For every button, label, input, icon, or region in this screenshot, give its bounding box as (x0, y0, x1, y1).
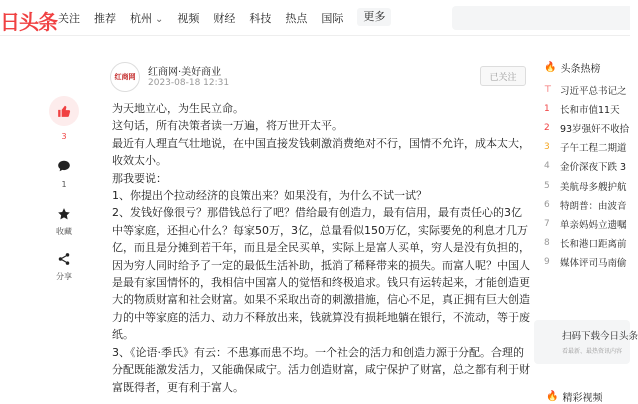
hot-item[interactable] (544, 157, 630, 176)
hot-item-text: 长和港口距离前 (560, 239, 627, 251)
hot-item[interactable] (544, 80, 630, 99)
article-paragraph: 为天地立心，为生民立命。 (112, 102, 244, 115)
nav-follow[interactable]: 关注 (58, 12, 80, 25)
comment-button[interactable] (56, 158, 72, 174)
hot-item-rank: 1 (544, 103, 550, 114)
article-paragraph: 这句话，所有决策者读一万遍，将万世开太平。 (112, 119, 343, 133)
nav-tech[interactable]: 科技 (249, 12, 272, 25)
app-download-promo[interactable] (534, 320, 638, 364)
top-nav-bar (0, 0, 630, 36)
nav-international[interactable]: 国际 (321, 12, 344, 25)
share-button[interactable] (56, 251, 72, 267)
hot-list-panel (544, 58, 630, 272)
hot-item[interactable] (544, 176, 630, 195)
like-button[interactable] (49, 96, 79, 126)
nav-hot[interactable]: 热点 (285, 12, 308, 25)
hot-item-rank: 5 (544, 180, 550, 191)
follow-button[interactable]: 已关注 (480, 66, 526, 86)
hot-item-text: 长和市值11天 (560, 104, 620, 116)
hot-item[interactable] (544, 138, 630, 157)
hot-item[interactable] (544, 118, 630, 137)
article-paragraph: 3、《论语·季氏》有云：不患寡而患不均。一个社会的活力和创造力源于分配。合理的分配既能激发活力，又能确保咸宁。活力创造财富，咸宁保护了财富，总之都有利于财富既得者，更有利于富人。 (112, 345, 530, 394)
hot-item-text: 特朗普：由波音 (560, 200, 627, 212)
article-paragraph: 2、发钱好像很亏？那借钱总行了吧？借给最有创造力，最有信用，最有责任心的3亿中等家庭，还担心什么？每家50万，3亿，总量看似150万亿，实际要免的利息才几万亿，而且是分摊到若干年，而且是全民买单，实际上是富人买单，穷人是没有负担的，因为穷人同时给予了一定的最低生活补助，抵消了稀释带来的损失。而富人呢？中国人是最有家国情怀的，我相信中国富人的觉悟和终极追求。钱只有运转起来，才能创造更大的物质财富和社会财富。如果不采取出奇的刺激措施，信心不足，真正拥有巨大创造力的中等家庭的活力、动力不释放出来，钱就算没有损耗地躺在银行，不流动，等于废纸。 (112, 206, 530, 342)
hot-item-rank: 4 (544, 161, 550, 172)
hot-item-rank: 2 (544, 122, 550, 133)
hot-item-text: 媒体评司马南偷 (560, 258, 627, 270)
hot-item[interactable] (544, 99, 630, 118)
article-paragraph: 1、你提出个拉动经济的良策出来？如果没有，为什么不试一试？ (112, 189, 427, 203)
hot-list-title-text: 头条热榜 (560, 63, 601, 75)
featured-video-title: 精彩视频 (562, 393, 603, 404)
avatar[interactable]: 红商网 (110, 62, 140, 92)
comment-icon (57, 159, 71, 173)
thumbs-up-icon (57, 104, 71, 118)
hot-item-rank: 3 (544, 142, 550, 153)
hot-item-text: 金价深夜下跌 3 (560, 162, 627, 174)
author-name[interactable]: 红商网·美好商业 (148, 67, 222, 78)
hot-item-rank: 6 (544, 199, 550, 210)
nav-finance[interactable]: 财经 (213, 12, 236, 25)
hot-item-text: 习近平总书记之 (560, 85, 627, 97)
comment-count: 1 (61, 180, 67, 189)
search-input[interactable] (452, 6, 630, 30)
article-actions (46, 96, 82, 282)
nav-more-button[interactable]: 更多 (357, 8, 391, 26)
flame-icon: 🔥 (546, 391, 559, 402)
hot-item-text: 93岁强奸不收拾 (560, 123, 630, 135)
share-icon (57, 252, 71, 266)
hot-item-text: 单亲妈妈立遗嘱 (560, 219, 627, 231)
promo-title: 扫码下载今日头条 (562, 331, 638, 342)
toutiao-logo[interactable]: 日头条 (0, 10, 57, 34)
hot-item[interactable] (544, 234, 630, 253)
article-paragraph: 那我要说： (112, 171, 167, 185)
nav-video[interactable]: 视频 (177, 12, 200, 25)
hot-item-rank: 9 (544, 257, 550, 268)
hot-item[interactable] (544, 253, 630, 272)
featured-video-header (546, 389, 602, 404)
hot-item-text: 子午工程二期道 (560, 143, 627, 155)
collect-label: 收藏 (56, 227, 72, 236)
flame-icon: 🔥 (544, 61, 557, 73)
hot-item-rank: 8 (544, 238, 550, 249)
like-count: 3 (61, 132, 67, 141)
hot-item-rank: 7 (544, 218, 550, 229)
article-body (112, 100, 530, 396)
hot-list (544, 80, 630, 272)
share-label: 分享 (56, 272, 72, 281)
nav-recommend[interactable]: 推荐 (94, 12, 116, 25)
hot-item[interactable] (544, 195, 630, 214)
hot-item[interactable] (544, 214, 630, 233)
article-paragraph: 最近有人理直气壮地说，在中国直接发钱刺激消费绝对不行，国情不允许，成本太大，收效太小。 (112, 136, 530, 168)
publish-time: 2023-08-18 12:31 (148, 78, 230, 88)
channel-nav (58, 10, 405, 26)
hot-item-text: 美航母多艘护航 (560, 181, 627, 193)
collect-button[interactable] (56, 206, 72, 222)
star-icon (57, 207, 71, 221)
nav-hangzhou[interactable]: 杭州 ⌄ (130, 10, 163, 26)
hot-list-title (544, 58, 630, 76)
pin-icon: ⊤ (544, 84, 552, 95)
promo-subtitle: 看最新、最热资讯内容 (562, 348, 623, 355)
